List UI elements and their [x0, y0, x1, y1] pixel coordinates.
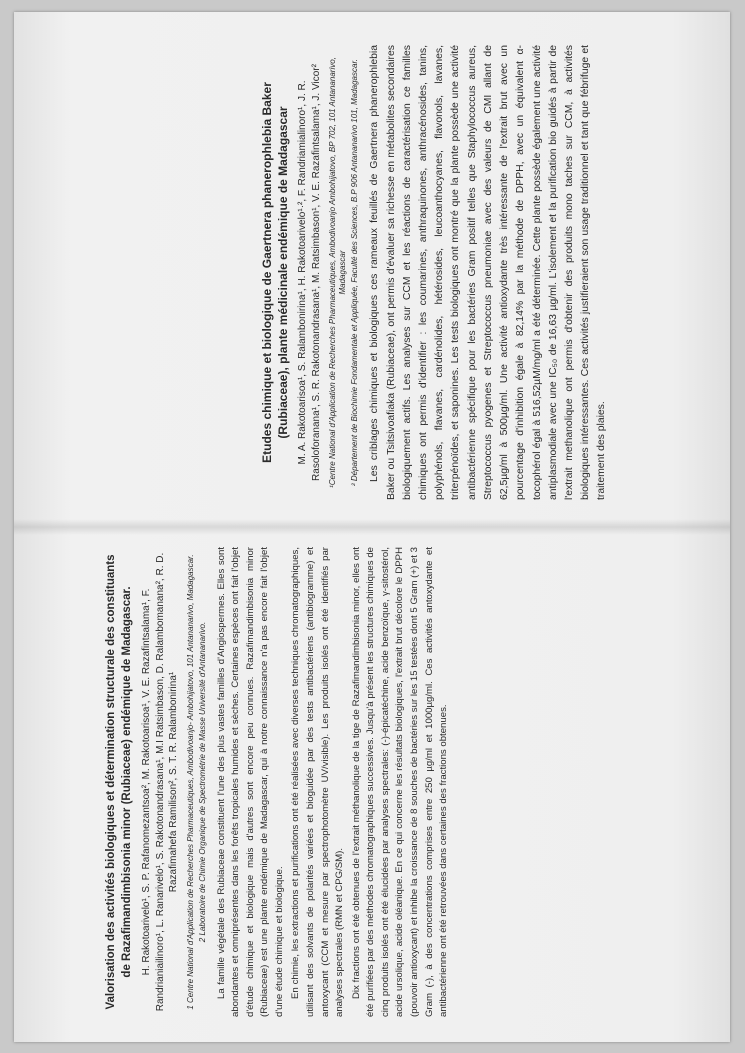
affiliation-2: ² Département de Biochimie Fondamentale et Appliquée, Faculté des Sciences, B.P 906 Antananarivo 101, Madagascar. [350, 58, 360, 487]
scanned-page [14, 12, 730, 1042]
abstract-right [259, 45, 704, 500]
affiliation-1: ¹Centre National d'Application de Recherches Pharmaceutiques, Ambodivoanjo Ambohijatovo, BP 702, 101 Antananarivo, Madagascar [328, 57, 348, 488]
abstract-left-authors: H. Rakotoarivelo¹, S. P. Rafanomezantsoa², M. Rakotoarisoa¹, V. E. Razafintsalama¹, F. Randrianiailinoro¹, L. Ranarivelo¹, S. Rakotonandrasana¹, M.I Ratsimbason, D. Ralambomanana², R. D. Razafimahefa Ramilison², S. T. R. Ralambonirina¹ [141, 552, 180, 1012]
page-fold-shadow [14, 519, 730, 535]
abstract-left-paragraph-1: La famille végétale des Rubiaceae constituent l'une des plus vastes familles d'Angiospermes. Elles sont abondantes et omniprésentes dans les forêts tropicales humides et sèches. Certaines espèces ont fait l'objet d'étude chimique et biologique mais d'autres sont encore peu connues. Razafimandimbisonia minor (Rubiaceae) est une plante endémique de Madagascar, qui à notre connaissance n'a pas encore fait l'objet d'une étude chimique et biologique. [215, 547, 285, 1017]
affiliation-1: 1 Centre National d'Application de Recherches Pharmaceutiques, Ambodivoanjo- Ambohijatovo, 101 Antananarivo, Madagascar. [185, 554, 195, 1010]
abstract-right-paragraph-1: Les criblages chimiques et biologiques ces rameaux feuillés de Gaertnera phanerophlebia Baker ou Tsitsivoafiaka (Rubiaceae), ont permis d'évaluer sa richesse en métabolites secondaires biologiquement actifs. Les analyses sur CCM et les réactions de caractérisation ce familles chimiques ont permis d'identifier : les coumarines, anthraquinones, anthracénosides, tanins, polyphénols, flavanes, cardénolides, hétérosides, leucoanthocyanes, flavonols, lavanes, triterpénoïdes, et saponines. Les tests biologiques ont montré que la plante possède une activité antibactérienne spécifique pour les bactéries Gram positif telles que Staphylococcus aureus, Streptococcus pyogenes et Streptococcus pneumoniae avec des valeurs de CMI allant de 62,5µg/ml à 500µg/ml. Une activité antioxydante très intéressante de l'extrait brut avec un pourcentage d'inhibition égale à 82,14% par la méthode de DPPH, avec un équivalent α-tocophérol égal à 516,52µM/mg/ml a été déterminée. Cette plante possède également une activité antiplasmodiale avec une IC₅₀ de 16,63 µg/ml. L'isolement et la purification bio guidés à partir de l'extrait methanolique ont permis d'obtenir des produits mono taches sur CCM, à activités biologiques intéressantes. Ces activités justifieraient son usage traditionnel et tant que fébrifuge et traitement des plaies. [369, 45, 608, 500]
abstract-left [104, 547, 454, 1017]
abstract-left-paragraph-3: Dix fractions ont été obtenues de l'extrait méthanolique de la tige de Razafimandimbisonia minor, elles ont été purifiées par des méthodes chromatographiques successives. Jusqu'à présent les structures chimiques de cinq produits isolés ont été élucidées par analyses spectrales: (-)-épicatéchine, acide benzoïque, γ-sitostérol, acide ursolique, acide oléanique. En ce qui concerne les résultats biologiques, l'extrait brut décolore le DPPH (pouvoir antioxycant) et inhibe la croissance de 8 souches de bactéries sur les 15 testées dont 5 Gram (+) et 3 Gram (-), à des concentrations comprises entre 250 µg/ml et 1000µg/ml. Ces activités antoxydante et antibactérienne ont été retrouvées dans certaines des fractions obtenues. [350, 547, 450, 1017]
abstract-left-title: Valorisation des activités biologiques et détermination structurale des constituants de Razafimandimbisonia minor (Rubiaceae) endémique de Madagascar. [105, 554, 133, 1010]
abstract-left-affiliations [186, 547, 208, 1017]
abstract-right-title: Etudes chimique et biologique de Gaertnera phanerophlebia Baker (Rubiaceae), plante médicinale endémique de Madagascar [260, 82, 291, 463]
abstract-right-affiliations [328, 45, 360, 500]
abstract-right-authors: M. A. Rakotoarisoa¹, S. Ralambonirina¹, H. Rakotoarivelo¹·², F. Randriamialinoro¹, J. R. Rasoloforanana¹, S. R. Rakotonandrasana¹, M. Ratsimbason¹, V. E. Razafintsalama¹, J. Vicor² [297, 64, 322, 481]
affiliation-2: 2 Laboratoire de Chimie Organique de Spectrométrie de Masse Université d'Antananarivo. [197, 621, 207, 943]
abstract-left-paragraph-2: En chimie, les extractions et purifications ont été réalisées avec diverses techniques chromatographiques, utilisant des solvants de polarités variées et bioguidée par des tests antibactériens (antibiogramme) et antoxycant (CCM et mesure par spectrophotomètre UV/visible). Les produits isolés ont été identifiés par analyses spectrales (RMN et CPG/SM). [290, 547, 346, 1017]
